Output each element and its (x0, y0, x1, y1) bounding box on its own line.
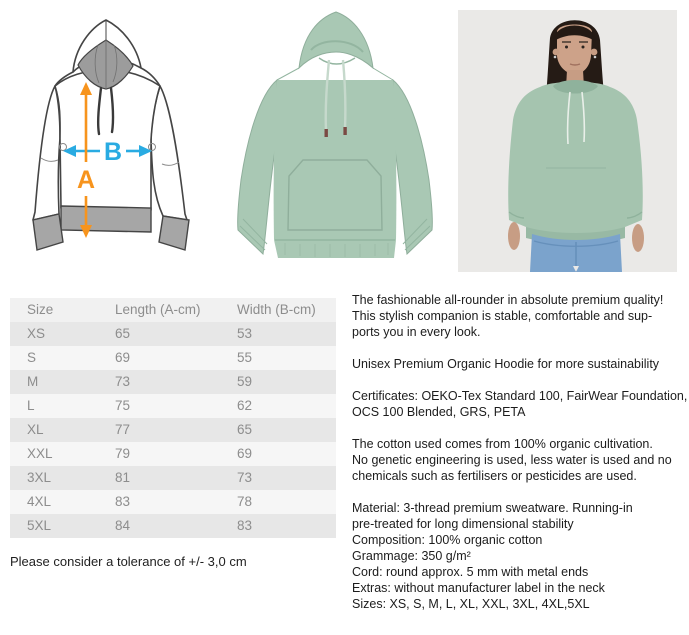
cell-width: 53 (237, 326, 253, 341)
description-line: The fashionable all-rounder in absolute premium quality! (352, 293, 664, 307)
cell-length: 65 (115, 326, 131, 341)
description-line: ports you in every look. (352, 325, 481, 339)
cell-width: 69 (237, 446, 253, 461)
earring (554, 56, 557, 59)
description-line: Material: 3-thread premium sweatware. Running-in (352, 501, 633, 515)
cell-size: M (27, 374, 39, 389)
cell-size: 5XL (27, 518, 52, 533)
cell-size: S (27, 350, 37, 365)
description-paragraph (352, 292, 686, 340)
header-length: Length (A-cm) (115, 302, 201, 317)
cell-length: 79 (115, 446, 131, 461)
earring (594, 56, 597, 59)
description-line: Cord: round approx. 5 mm with metal ends (352, 565, 589, 579)
table-row (10, 466, 336, 490)
cell-width: 59 (237, 374, 253, 389)
description-line: Extras: without manufacturer label in the neck (352, 581, 605, 595)
cell-length: 75 (115, 398, 131, 413)
cell-size: XS (27, 326, 46, 341)
model-hoodie (508, 82, 643, 240)
description-line: Sizes: XS, S, M, L, XL, XXL, 3XL, 4XL,5XL (352, 597, 590, 611)
description-line: Composition: 100% organic cotton (352, 533, 543, 547)
label-b: B (103, 138, 123, 166)
description-paragraph (352, 500, 686, 612)
cell-size: XXL (27, 446, 53, 461)
table-row (10, 514, 336, 538)
cell-length: 77 (115, 422, 131, 437)
description-line: The cotton used comes from 100% organic cultivation. (352, 437, 653, 451)
cell-width: 73 (237, 470, 253, 485)
cell-size: XL (27, 422, 44, 437)
cell-width: 78 (237, 494, 253, 509)
cell-width: 83 (237, 518, 253, 533)
table-row (10, 418, 336, 442)
model-photo (458, 10, 677, 272)
cell-length: 81 (115, 470, 131, 485)
description-line: chemicals such as fertilisers or pesticides are used. (352, 469, 637, 483)
cell-length: 73 (115, 374, 131, 389)
cell-size: L (27, 398, 35, 413)
table-row (10, 322, 336, 346)
hoodie-measurement-diagram (15, 10, 210, 260)
cell-length: 84 (115, 518, 131, 533)
description-line: pre-treated for long dimensional stability (352, 517, 574, 531)
flat-hoodie-photo (225, 0, 458, 278)
cell-width: 62 (237, 398, 253, 413)
size-table (10, 298, 336, 538)
description-paragraph (352, 436, 686, 484)
table-row (10, 346, 336, 370)
description-line: Unisex Premium Organic Hoodie for more sustainability (352, 357, 660, 371)
drawcord-aglet (343, 127, 346, 135)
hoodie-sketch-svg (15, 10, 210, 260)
description-paragraph (352, 356, 686, 372)
description-line: OCS 100 Blended, GRS, PETA (352, 405, 526, 419)
description-line: This stylish companion is stable, comfortable and sup- (352, 309, 653, 323)
model-photo-svg (458, 10, 677, 272)
description-line: Grammage: 350 g/m² (352, 549, 471, 563)
table-row (10, 442, 336, 466)
cell-width: 55 (237, 350, 253, 365)
model-hand (632, 224, 644, 252)
table-row (10, 394, 336, 418)
cell-length: 83 (115, 494, 131, 509)
header-width: Width (B-cm) (237, 302, 316, 317)
cell-length: 69 (115, 350, 131, 365)
header-size: Size (27, 302, 54, 317)
table-row (10, 490, 336, 514)
cell-size: 4XL (27, 494, 52, 509)
drawcord-aglet (325, 129, 328, 137)
cell-size: 3XL (27, 470, 52, 485)
description-paragraph (352, 388, 686, 420)
description-line: Certificates: OEKO-Tex Standard 100, FairWear Foundation, (352, 389, 688, 403)
tolerance-note: Please consider a tolerance of +/- 3,0 cm (10, 554, 247, 569)
model-hand (508, 222, 520, 250)
product-description (352, 292, 686, 628)
table-row (10, 370, 336, 394)
cell-width: 65 (237, 422, 253, 437)
flat-hoodie-svg (225, 0, 458, 278)
size-table-header-row (10, 298, 336, 322)
description-line: No genetic engineering is used, less water is used and no (352, 453, 672, 467)
label-a: A (76, 166, 96, 194)
